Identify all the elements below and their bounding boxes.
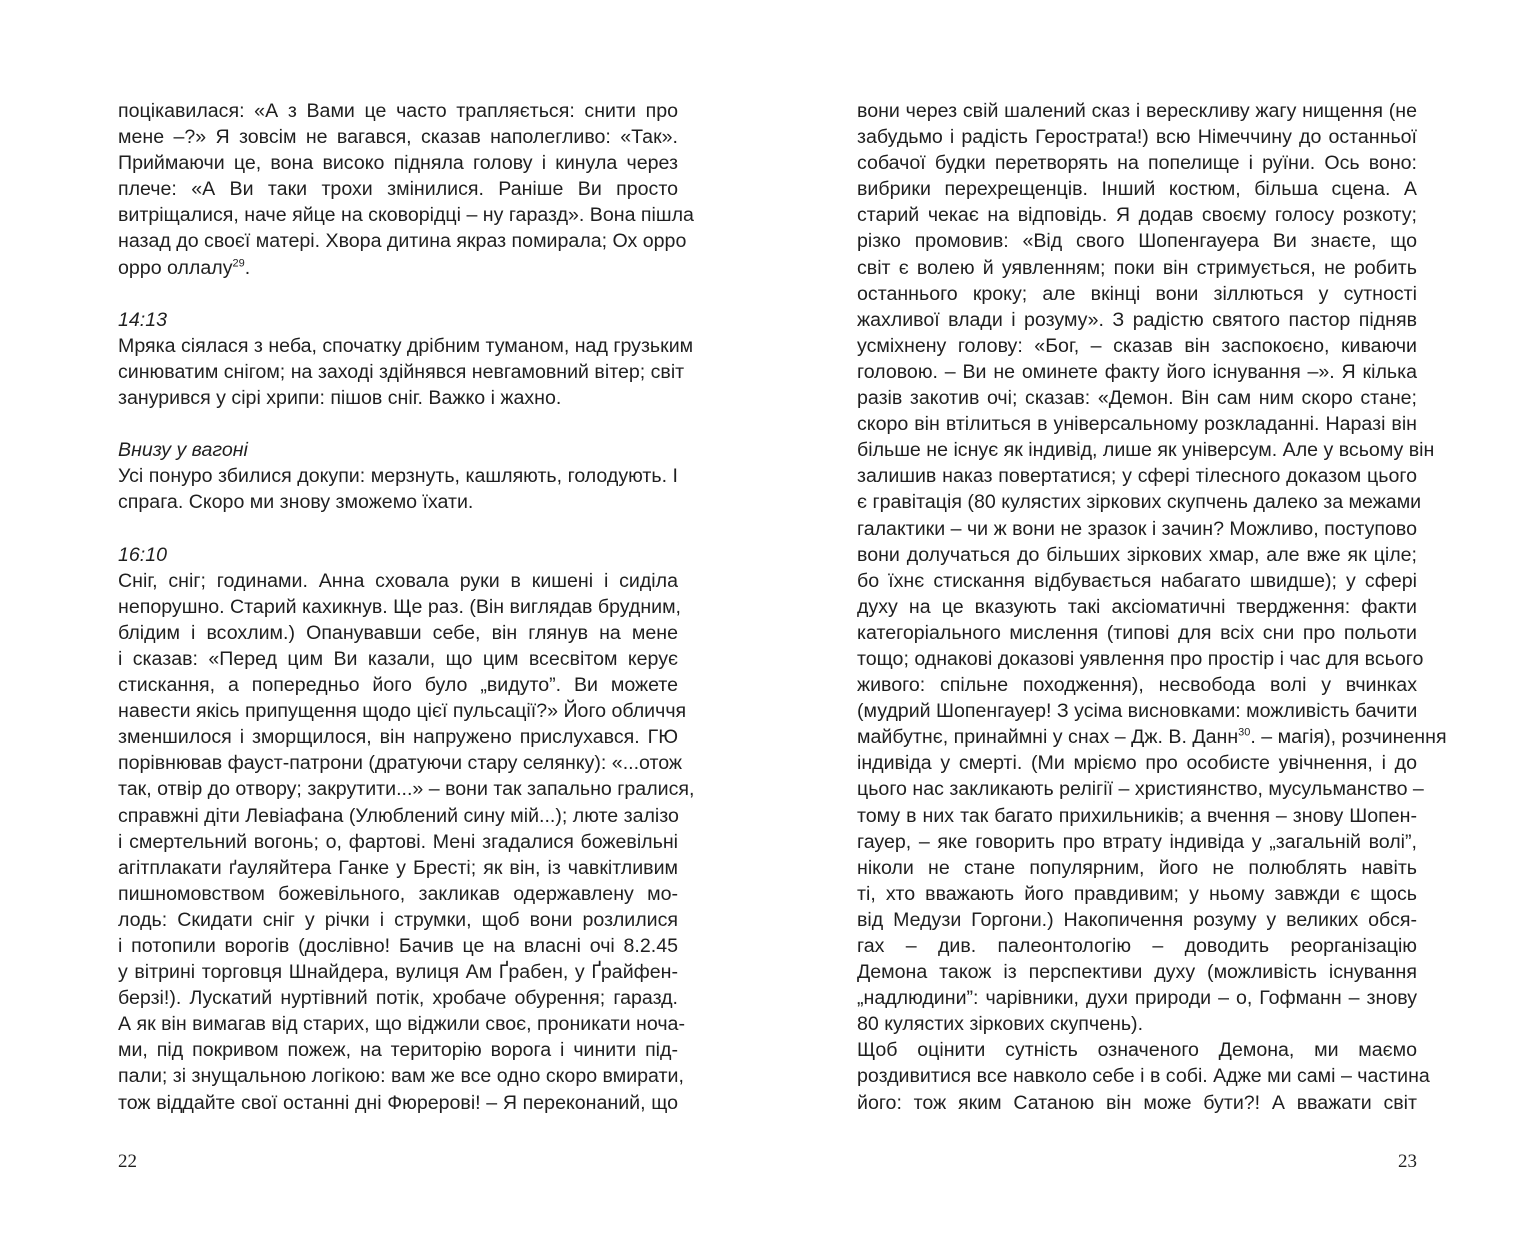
line-text-tail: . – магія), розчинення [1250,726,1447,749]
line-text: назад до своєї матері. Хвора дитина якраз помирала; Ох орро [118,230,687,253]
text-line [857,620,1417,646]
line-text: пали; зі знущальною логікою: вам же все одно скоро вмирати, [118,1065,684,1088]
line-text: так, отвір до отвору; закрутити...» – вони так запально гралися, [118,778,695,801]
line-text: навести якісь припущення щодо цієї пульсації?» Його обличчя [118,700,687,723]
line-text: вони через свій шалений сказ і верескливу жагу нищення (не [857,100,1417,122]
line-text: Мряка сіялася з неба, спочатку дрібним туманом, над грузьким [118,334,694,357]
text-line [857,776,1424,802]
section-heading [118,307,678,333]
text-line [857,724,1447,750]
text-line [118,98,678,124]
line-text: мене –?» Я зовсім не вагався, сказав наполегливо: «Так». [118,126,678,149]
text-line [118,698,687,724]
line-text: цього нас закликають релігії – християнство, мусульманство – [857,778,1424,801]
text-line [857,385,1417,411]
line-text: орро оллалу [118,256,233,279]
line-text: роздивитися все навколо себе і в собі. Адже ми самі – частина [857,1065,1430,1088]
line-text: занурився у сірі хрипи: пішов сніг. Важко і жахно. [118,387,562,410]
section-heading [118,542,678,568]
text-line [857,307,1417,333]
text-line [857,855,1417,881]
text-line [118,724,678,750]
line-text: разів закотив очі; сказав: «Демон. Він сам ним скоро стане; [857,387,1417,410]
text-line [857,98,1417,124]
line-text: собачої будки перетворять на попелище і руїни. Ось воно: [857,152,1417,175]
line-text: останнього кроку; але вкінці вони зіллються у сутності [857,282,1417,305]
text-line [857,333,1417,359]
line-text: світ є волею й уявленням; поки він стримується, не робить [857,256,1417,279]
line-text: старий чекає на відповідь. Я додав своєму голосу розкоту; [857,204,1417,227]
line-text: берзі!). Лускатий нуртівний потік, хробаче обурення; гаразд. [118,987,678,1010]
paragraph-gap [118,516,678,542]
text-line [118,907,678,933]
line-text: і сказав: «Перед цим Ви казали, що цим всесвітом керує [118,647,678,670]
line-text: вони долучаться до більших зіркових хмар, але вже як ціле; [857,543,1417,566]
text-line [118,463,678,489]
text-line [118,829,678,855]
footnote-marker: 30 [1238,726,1251,739]
text-line [857,672,1417,698]
right-page-number: 23 [1398,1151,1417,1172]
line-text: бо їхнє стискання відбувається набагато швидше); у сфері [857,569,1417,592]
text-line [118,176,678,202]
line-text-tail: . [244,256,251,279]
text-line [857,411,1417,437]
text-line [857,750,1417,776]
line-text: пишномовством божевільного, закликав одержавлену мо- [118,882,678,905]
line-text: залишив наказ повертатися; у сфері тілесного доказом цього [857,465,1417,488]
text-line [857,489,1422,515]
line-text: більше не існує як індивід, лише як універсум. Але у всьому він [857,439,1435,462]
line-text: ми, під покривом пожеж, на територію ворога і чинити під- [118,1039,678,1062]
line-text: живого: спільне походження), несвобода волі у вчинках [857,674,1417,697]
text-line [857,594,1417,620]
text-line [857,255,1417,281]
text-line [857,933,1417,959]
text-line [857,176,1417,202]
text-line [118,750,683,776]
line-text: і потопили ворогів (дослівно! Бачив це на власні очі 8.2.45 [118,935,678,957]
text-line [118,1011,685,1037]
text-line [118,150,678,176]
line-text: стискання, а попередньо його було „видуто”. Ви можете [118,674,678,697]
line-text: „надлюдини”: чарівники, духи природи – о, Гофманн – знову [857,987,1417,1010]
line-text: справжні діти Левіафана (Улюблений сину мій...); люте залізо [118,804,679,827]
line-text: блідим і всохлим.) Опанувавши себе, він глянув на мене [118,621,678,644]
right-page-text [857,98,1447,1116]
line-text: категоріального мислення (типові для всіх сни про польоти [857,621,1417,644]
text-line [118,255,678,281]
line-text: Усі понуро збилися докупи: мерзнуть, кашляють, голодують. І [118,465,678,488]
text-line [857,359,1417,385]
text-line [118,1063,684,1089]
line-text: забудьмо і радість Герострата!) всю Німеччину до останньої [857,126,1417,149]
text-line [857,542,1417,568]
left-page-number: 22 [118,1151,137,1172]
line-text: ніколи не стане популярним, його не полюблять навіть [857,856,1417,879]
line-text: гах – див. палеонтологію – доводить реорганізацію [857,935,1417,957]
line-text: у вітрині торговця Шнайдера, вулиця Ам Ґрабен, у Ґрайфен- [118,961,678,984]
line-text: непорушно. Старий кахикнув. Ще раз. (Він виглядав брудним, [118,595,682,618]
line-text: 14:13 [118,308,168,331]
text-line [857,959,1417,985]
text-line [118,385,678,411]
text-line [857,1090,1417,1116]
text-line [118,1037,678,1063]
line-text: духу на це вказують такі аксіоматичні твердження: факти [857,595,1417,618]
left-page-text [118,98,695,1116]
line-text: агітплакати ґауляйтера Ганке у Бресті; як він, із чавкітливим [118,856,678,879]
text-line [118,333,694,359]
line-text: головою. – Ви не оминете факту його існування –». Я кілька [857,360,1417,383]
line-text: Щоб оцінити сутність означеного Демона, ми маємо [857,1039,1417,1062]
text-line [857,281,1417,307]
text-line [118,776,695,802]
footnote-marker: 29 [232,257,245,270]
text-line [857,1037,1417,1063]
text-line [857,985,1417,1011]
line-text: Внизу у вагоні [118,439,248,462]
line-text: усміхнену голову: «Бог, – сказав він заспокоєно, киваючи [857,334,1417,357]
text-line [857,881,1417,907]
text-line [118,646,678,672]
line-text: синюватим снігом; на заході здійнявся невгамовний вітер; світ [118,360,685,383]
line-text: Сніг, сніг; годинами. Анна сховала руки в кишені і сиділа [118,569,678,592]
line-text: його: тож яким Сатаною він може бути?! А вважати світ [857,1091,1417,1114]
line-text: є гравітація (80 кулястих зіркових скупчень далеко за межами [857,491,1422,514]
text-line [118,933,678,959]
text-line [118,985,678,1011]
line-text: вибрики перехрещенців. Інший костюм, більша сцена. А [857,178,1417,201]
line-text: галактики – чи ж вони не зразок і зачин? Можливо, поступово [857,517,1417,540]
text-line [857,803,1417,829]
text-line [857,568,1417,594]
text-line [118,359,685,385]
line-text: майбутнє, принаймні у снах – Дж. В. Данн [857,726,1239,749]
line-text: різко промовив: «Від свого Шопенгауера Ви знаєте, що [857,230,1417,253]
text-line [118,959,678,985]
text-line [118,228,687,254]
text-line [857,437,1435,463]
text-line [118,803,678,829]
line-text: і смертельний вогонь; о, фартові. Мені згадалися божевільні [118,830,678,853]
line-text: (мудрий Шопенгауер! З усіма висновками: можливість бачити [857,700,1418,723]
text-line [118,124,678,150]
line-text: жахливої влади і розуму». З радістю святого пастор підняв [857,308,1417,331]
text-line [118,881,678,907]
text-line [118,855,678,881]
line-text: скоро він втілиться в універсальному розкладанні. Наразі він [857,413,1417,436]
text-line [857,150,1417,176]
line-text: 16:10 [118,543,168,566]
line-text: спрага. Скоро ми знову зможемо їхати. [118,491,474,514]
line-text: тож віддайте свої останні дні Фюрерові! – Я переконаний, що [118,1091,678,1114]
line-text: плече: «А Ви таки трохи змінилися. Раніше Ви просто [118,178,678,201]
line-text: від Медузи Горгони.) Накопичення розуму у великих обся- [857,908,1417,931]
text-line [857,907,1417,933]
line-text: зменшилося і зморщилося, він напружено прислухався. ГЮ [118,726,678,749]
text-line [118,620,678,646]
line-text: поцікавилася: «А з Вами це часто трапляється: снити про [118,100,678,122]
text-line [857,698,1417,724]
text-line [857,124,1417,150]
text-line [857,202,1417,228]
line-text: порівнював фауст-патрони (дратуючи стару селянку): «...отож [118,752,683,775]
line-text: Демона також із перспективи духу (можливість існування [857,961,1417,984]
text-line [118,1090,678,1116]
line-text: гауер, – яке говорить про втрату індивіда у „загальній волі”, [857,830,1417,853]
line-text: індивіда у смерті. (Ми мріємо про особисте увічнення, і до [857,752,1417,775]
line-text: А як він вимагав від старих, що віджили своє, проникати ноча- [118,1013,685,1036]
line-text: лодь: Скидати сніг у річки і струмки, щоб вони розлилися [118,908,678,931]
line-text: Приймаючи це, вона високо підняла голову і кинула через [118,152,678,175]
line-text: 80 кулястих зіркових скупчень). [857,1013,1144,1036]
text-line [857,463,1417,489]
text-line [857,1063,1430,1089]
text-line [857,829,1417,855]
section-heading [118,437,678,463]
text-line [118,489,678,515]
text-line [857,516,1417,542]
text-line [118,672,678,698]
line-text: витріщалися, наче яйце на сковорідці – ну гаразд». Вона пішла [118,204,694,227]
text-line [118,202,694,228]
paragraph-gap [118,281,678,307]
text-line [118,568,678,594]
text-line [857,1011,1417,1037]
text-line [118,594,682,620]
text-line [857,228,1417,254]
paragraph-gap [118,411,678,437]
line-text: тому в них так багато прихильників; а вчення – знову Шопен- [857,804,1417,827]
text-line [857,646,1424,672]
line-text: ті, хто вважають його правдивим; у ньому завжди є щось [857,882,1417,905]
line-text: тощо; однакові доказові уявлення про простір і час для всього [857,647,1424,670]
